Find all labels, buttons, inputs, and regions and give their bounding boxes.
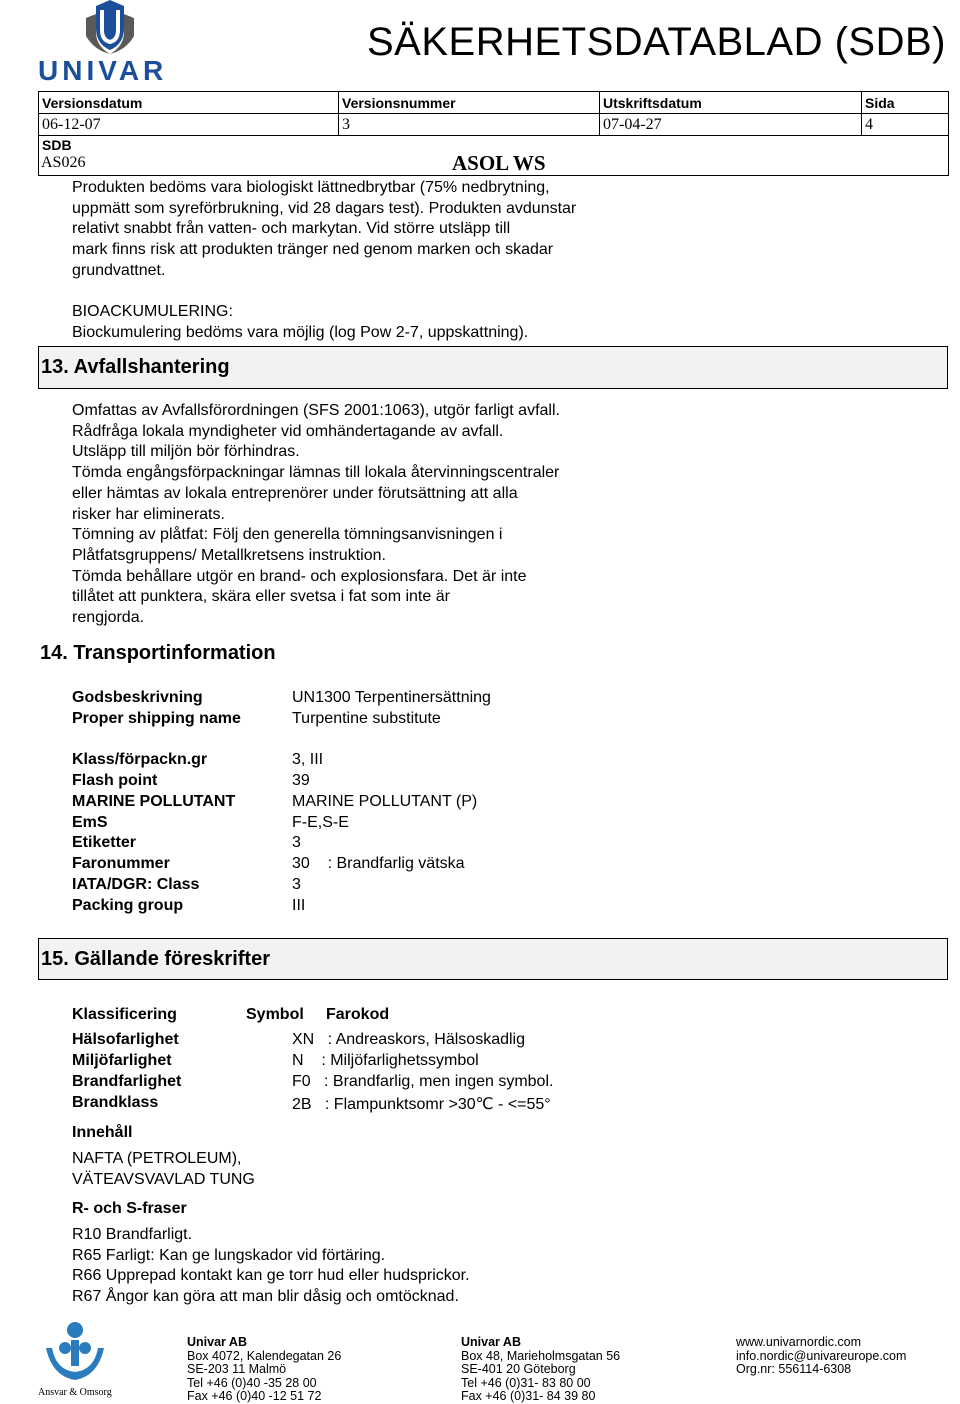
hazard-code-heading: Farokod	[326, 1006, 390, 1023]
responsible-care-logo	[38, 1318, 112, 1400]
proper-shipping-name-label: Proper shipping name	[72, 710, 241, 727]
footer-line: SE-203 11 Malmö	[187, 1362, 287, 1377]
labels-label: Etiketter	[72, 834, 137, 851]
iata-class-value: 3	[292, 876, 301, 893]
version-number-value: 3	[339, 114, 600, 136]
footer-contact	[736, 1336, 906, 1377]
paragraph-line: Omfattas av Avfallsförordningen (SFS 2001:1063), utgör farligt avfall.	[72, 402, 560, 419]
classification-heading: Klassificering	[72, 1006, 177, 1023]
paragraph-line: rengjorda.	[72, 609, 145, 627]
paragraph-line: Tömda behållare utgör en brand- och explosionsfara. Det är inte	[72, 567, 527, 585]
flash-point-value: 39	[292, 772, 310, 789]
footer-company: Univar AB	[461, 1335, 521, 1349]
univar-logo	[38, 0, 173, 90]
footer-line: SE-401 20 Göteborg	[461, 1362, 576, 1377]
paragraph-line: Produkten bedöms vara biologiskt lättnedbrytbar (75% nedbrytning,	[72, 179, 550, 196]
print-date-label: Utskriftsdatum	[600, 92, 862, 114]
document-title: SÄKERHETSDATABLAD (SDB)	[366, 20, 946, 64]
marine-pollutant-label: MARINE POLLUTANT	[72, 793, 236, 810]
footer-phone: Tel +46 (0)31- 83 80 00	[461, 1375, 591, 1390]
fire-hazard-label: Brandfarlighet	[72, 1073, 182, 1090]
fire-class-value: 2B : Flampunktsomr >30℃ - <=55°	[292, 1096, 551, 1113]
class-label: Klass/förpackn.gr	[72, 751, 208, 768]
risk-phrase: R65 Farligt: Kan ge lungskador vid förtäring.	[72, 1246, 386, 1264]
contents-line: NAFTA (PETROLEUM),	[72, 1150, 242, 1167]
fire-class-label: Brandklass	[72, 1094, 159, 1111]
footer-goteborg-address	[461, 1336, 620, 1404]
risk-phrase: R66 Upprepad kontakt kan ge torr hud eller hudsprickor.	[72, 1267, 470, 1285]
ecology-paragraph	[72, 178, 576, 282]
version-date-value: 06-12-07	[39, 114, 339, 136]
iata-class-label: IATA/DGR: Class	[72, 876, 200, 893]
contents-line: VÄTEAVSVAVLAD TUNG	[72, 1170, 255, 1188]
paragraph-line: Tömning av plåtfat: Följ den generella tömningsanvisningen i	[72, 526, 503, 544]
section-14-title: 14. Transportinformation	[40, 642, 276, 664]
section-13-title: 13. Avfallshantering	[41, 356, 230, 378]
section-13-header	[38, 346, 948, 389]
footer-email-link[interactable]: info.nordic@univareurope.com	[736, 1348, 907, 1363]
paragraph-line: Tömda engångsförpackningar lämnas till lokala återvinningscentraler	[72, 464, 560, 482]
r-s-phrases-heading: R- och S-fraser	[72, 1200, 187, 1217]
health-hazard-value: XN : Andreaskors, Hälsoskadlig	[292, 1031, 525, 1048]
class-value: 3, III	[292, 751, 324, 768]
section-13-body	[72, 401, 560, 629]
product-code: AS026	[41, 154, 86, 171]
logo-wordmark: UNIVAR	[38, 55, 168, 86]
packing-group-label: Packing group	[72, 897, 184, 914]
goods-description-label: Godsbeskrivning	[72, 689, 203, 706]
page-label: Sida	[862, 92, 949, 114]
ems-label: EmS	[72, 814, 108, 831]
footer-company: Univar AB	[187, 1335, 247, 1349]
labels-value: 3	[292, 834, 301, 851]
version-number-label: Versionsnummer	[339, 92, 600, 114]
product-name: ASOL WS	[452, 151, 546, 175]
environmental-hazard-value: N : Miljöfarlighetssymbol	[292, 1052, 479, 1069]
footer-website-link[interactable]: www.univarnordic.com	[736, 1335, 862, 1349]
paragraph-line: eller hämtas av lokala entreprenörer under förutsättning att alla	[72, 484, 518, 502]
footer-line: Box 4072, Kalendegatan 26	[187, 1348, 342, 1363]
bioaccumulation-text: Biockumulering bedöms vara möjlig (log Pow 2-7, uppskattning).	[72, 324, 529, 341]
footer-line: Box 48, Marieholmsgatan 56	[461, 1348, 621, 1363]
footer-malmo-address	[187, 1336, 341, 1404]
footer-fax: Fax +46 (0)40 -12 51 72	[187, 1389, 322, 1404]
fire-hazard-value: F0 : Brandfarlig, men ingen symbol.	[292, 1073, 554, 1090]
risk-phrase: R10 Brandfarligt.	[72, 1226, 193, 1243]
hazard-number-label: Faronummer	[72, 855, 170, 872]
page-value: 4	[862, 114, 949, 136]
proper-shipping-name-value: Turpentine substitute	[292, 710, 441, 727]
health-hazard-label: Hälsofarlighet	[72, 1031, 179, 1048]
flash-point-label: Flash point	[72, 772, 158, 789]
symbol-heading: Symbol	[246, 1006, 304, 1023]
goods-description-value: UN1300 Terpentinersättning	[292, 689, 491, 706]
environmental-hazard-label: Miljöfarlighet	[72, 1052, 172, 1069]
print-date-value: 07-04-27	[600, 114, 862, 136]
version-date-label: Versionsdatum	[39, 92, 339, 114]
footer-org-number: Org.nr: 556114-6308	[736, 1362, 852, 1377]
paragraph-line: Utsläpp till miljön bör förhindras.	[72, 443, 300, 461]
footer-phone: Tel +46 (0)40 -35 28 00	[187, 1375, 317, 1390]
paragraph-line: Plåtfatsgruppens/ Metallkretsens instruktion.	[72, 546, 386, 564]
hazard-number-value: 30 : Brandfarlig vätska	[292, 855, 465, 872]
bioaccumulation-heading: BIOACKUMULERING:	[72, 303, 233, 320]
paragraph-line: risker har eliminerats.	[72, 505, 225, 523]
r-s-phrases-list	[72, 1225, 470, 1308]
paragraph-line: relativt snabbt från vatten- och markytan. Vid större utsläpp till	[72, 220, 511, 238]
ems-value: F-E,S-E	[292, 814, 349, 831]
sdb-label: SDB	[39, 136, 949, 176]
section-15-header	[38, 938, 948, 980]
responsible-care-text: Ansvar & Omsorg	[38, 1387, 112, 1398]
contents-list	[72, 1149, 255, 1190]
paragraph-line: mark finns risk att produkten tränger ned genom marken och skadar	[72, 241, 554, 259]
section-15-title: 15. Gällande föreskrifter	[41, 948, 270, 970]
paragraph-line: uppmätt som syreförbrukning, vid 28 dagars test). Produkten avdunstar	[72, 199, 577, 217]
packing-group-value: III	[292, 897, 306, 914]
marine-pollutant-value: MARINE POLLUTANT (P)	[292, 793, 478, 810]
contents-heading: Innehåll	[72, 1124, 133, 1141]
footer-fax: Fax +46 (0)31- 84 39 80	[461, 1389, 596, 1404]
paragraph-line: Rådfråga lokala myndigheter vid omhändertagande av avfall.	[72, 422, 504, 440]
paragraph-line: tillåtet att punktera, skära eller svetsa i fat som inte är	[72, 588, 450, 606]
risk-phrase: R67 Ångor kan göra att man blir dåsig och omtöcknad.	[72, 1288, 459, 1306]
paragraph-line: grundvattnet.	[72, 261, 166, 279]
